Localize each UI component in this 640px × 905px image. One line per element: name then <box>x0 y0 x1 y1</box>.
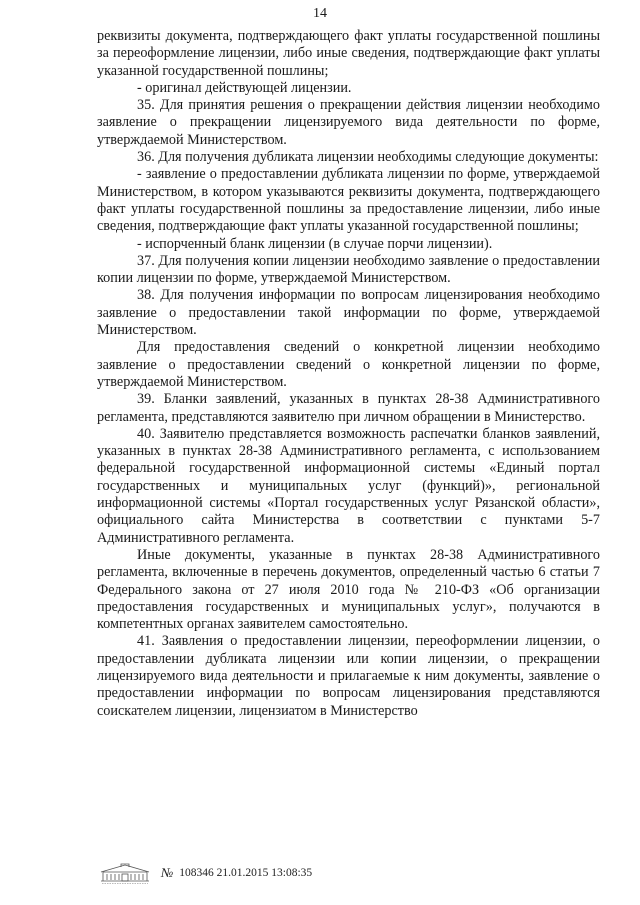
building-stamp-icon <box>97 861 153 885</box>
document-stamp <box>161 865 312 881</box>
paragraph: - испорченный бланк лицензии (в случае порчи лицензии). <box>137 235 493 252</box>
paragraph: Иные документы, указанные в пунктах 28-38 Административного регламента, включенные в перечень документов, определенный частью 6 статьи 7 Федерального закона от 27 июля 2010 года № 210-ФЗ «Об организации предоставления государственных и муниципальных услуг», получаются в компетентных органах заявителем самостоятельно. <box>97 546 600 633</box>
document-id-timestamp: 108346 21.01.2015 13:08:35 <box>179 867 313 879</box>
number-sign: № <box>161 865 174 880</box>
paragraph: Для предоставления сведений о конкретной лицензии необходимо заявление о предоставлении сведений о конкретной лицензии по форме, утверждаемой Министерством. <box>97 339 600 390</box>
paragraph: 39. Бланки заявлений, указанных в пунктах 28-38 Административного регламента, представляются заявителю при личном обращении в Министерство. <box>97 391 600 425</box>
page-number: 14 <box>313 6 327 21</box>
paragraph: - заявление о предоставлении дубликата лицензии по форме, утверждаемой Министерством, в котором указываются реквизиты документа, подтверждающего факт уплаты государственной пошлины за предоставление лицензии, либо иные сведения, подтверждающие факт уплаты указанной государственной пошлины; <box>97 166 600 235</box>
document-footer <box>97 860 312 886</box>
paragraph: 35. Для принятия решения о прекращении действия лицензии необходимо заявление о прекращении лицензируемого вида деятельности по форме, утверждаемой Министерством. <box>97 97 600 148</box>
paragraph: 38. Для получения информации по вопросам лицензирования необходимо заявление о предоставлении такой информации по форме, утверждаемой Министерством. <box>97 287 600 339</box>
paragraph: 36. Для получения дубликата лицензии необходимы следующие документы: <box>137 149 599 166</box>
paragraph: реквизиты документа, подтверждающего факт уплаты государственной пошлины за переоформление лицензии, либо иные сведения, подтверждающие факт уплаты указанной государственной пошлины; <box>97 28 600 79</box>
paragraph: 41. Заявления о предоставлении лицензии, переоформлении лицензии, о предоставлении дубликата лицензии или копии лицензии, о прекращении лицензируемого вида деятельности и прилагаемые к ним документы, заявление о предоставлении информации по вопросам лицензирования представляются соискателем лицензии, лицензиатом в Министерство <box>97 633 600 719</box>
paragraph: 40. Заявителю представляется возможность распечатки бланков заявлений, указанных в пунктах 28-38 Административного регламента, с использованием федеральной государственной информационной системы «Единый портал государственных и муниципальных услуг (функций)», региональной информационной системы «Портал государственных услуг Рязанской области», официального сайта Министерства в соответствии с пунктами 5-7 Административного регламента. <box>97 425 600 546</box>
document-body <box>97 28 600 720</box>
paragraph: 37. Для получения копии лицензии необходимо заявление о предоставлении копии лицензии по форме, утверждаемой Министерством. <box>97 252 600 287</box>
paragraph: - оригинал действующей лицензии. <box>137 79 352 96</box>
